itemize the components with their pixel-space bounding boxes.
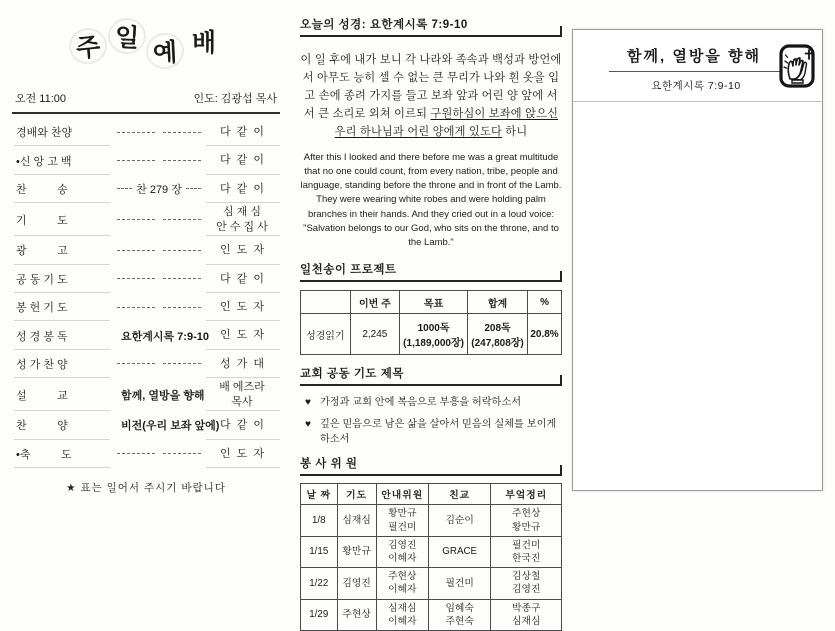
leader-dashes	[114, 453, 204, 454]
worship-order-page	[12, 8, 280, 500]
sermon-title: 함께, 열방을 향해	[121, 389, 205, 402]
vol-prayer: 황만규	[337, 536, 376, 567]
title-char: 예	[152, 32, 178, 69]
title-char: 일	[114, 17, 140, 54]
project-row-label: 성경읽기	[301, 314, 351, 355]
worship-performer: 인 도 자	[219, 244, 265, 257]
vol-date: 1/22	[301, 568, 338, 599]
leader-dashes	[114, 219, 204, 220]
worship-row	[12, 265, 280, 293]
vol-kitchen: 김상철 김영진	[491, 568, 562, 599]
worship-performer: 다 같 이	[219, 419, 265, 432]
vol-fellowship: 필건미	[428, 568, 491, 599]
worship-row	[12, 146, 280, 174]
project-total-value: 208독 (247,808장)	[468, 314, 528, 355]
worship-item-label: 광 고	[16, 245, 68, 258]
praying-hands-icon	[778, 39, 816, 96]
worship-row	[12, 440, 280, 468]
worship-performer: 성 가 대	[219, 357, 265, 370]
vol-col-kitchen: 부엌정리	[491, 484, 562, 505]
vol-col-usher: 안내위원	[376, 484, 428, 505]
vol-col-prayer: 기도	[337, 484, 376, 505]
leader-dashes	[114, 132, 204, 133]
worship-item-label: 경배와 찬양	[16, 127, 73, 140]
sermon-cover-scripture: 요한계시록 7:9-10	[651, 80, 741, 92]
volunteers-row	[301, 568, 562, 599]
title-char: 배	[191, 28, 216, 57]
worship-row	[12, 293, 280, 321]
worship-row	[12, 203, 280, 236]
leader-dashes	[114, 278, 204, 279]
worship-rows	[12, 118, 280, 468]
service-info-row	[12, 90, 280, 114]
prayer-item	[300, 415, 562, 445]
project-header-row	[301, 291, 562, 314]
worship-row	[12, 321, 280, 349]
worship-item-label: 공 동 기 도	[16, 273, 68, 286]
worship-row	[12, 350, 280, 378]
vol-fellowship: 김순이	[428, 505, 491, 536]
leader-dashes	[114, 363, 204, 364]
worship-row	[12, 175, 280, 203]
scripture-korean: 이 일 후에 내가 보니 각 나라와 족속과 백성과 방언에서 아무도 능히 셀 수 없는 큰 무리가 나와 흰 옷을 입고 손에 종려 가지를 들고 보좌 앞과 어린 양 앞에 서서 큰 소리로 외쳐 이르되 구원하심이 보좌에 앉으신 우리 하나님과 어린 양에게 있도다 하니	[300, 54, 562, 138]
underlined-verse: 구원하심이 보좌에 앉으신 우리 하나님과 어린 양에게 있도다	[334, 107, 559, 138]
volunteers-row	[301, 599, 562, 630]
vol-kitchen: 주현상 황만규	[491, 505, 562, 536]
volunteers-row	[301, 505, 562, 536]
scripture-page	[300, 16, 562, 627]
worship-item-label: 찬 송	[16, 183, 68, 196]
project-col-pct: %	[528, 291, 562, 314]
worship-item-label: 성 경 봉 독	[16, 330, 68, 343]
project-heading: 일천송이 프로젝트	[300, 261, 562, 282]
leader-dashes	[114, 307, 204, 308]
worship-item-label: 찬 양	[16, 420, 68, 433]
heart-icon: ♥	[305, 419, 311, 431]
cover-divider-line	[573, 101, 822, 102]
worship-performer: 인 도 자	[219, 301, 265, 313]
worship-row	[12, 378, 280, 411]
project-goal-value: 1000독 (1,189,000장)	[400, 314, 468, 355]
service-leader: 인도: 김광섭 목사	[193, 93, 277, 105]
service-time: 오전 11:00	[15, 93, 67, 105]
project-week-value: 2,245	[350, 314, 400, 355]
volunteers-header-row	[301, 484, 562, 505]
project-pct-value: 20.8%	[528, 314, 562, 355]
leader-dashes	[114, 250, 204, 251]
standing-footnote: ★ 표는 일어서 주시기 바랍니다	[66, 481, 226, 494]
prayer-item	[300, 393, 562, 408]
project-table	[300, 290, 562, 355]
worship-item-label: 기 도	[16, 214, 68, 227]
worship-performer: 심 재 심 안 수 집 사	[216, 206, 268, 233]
volunteers-heading: 봉 사 위 원	[300, 455, 562, 476]
vol-usher: 황만규 필건미	[376, 505, 428, 536]
vol-usher: 김영진 이혜자	[376, 536, 428, 567]
vol-date: 1/29	[301, 599, 338, 630]
sermon-cover-title: 함께, 열방을 향해	[627, 48, 761, 65]
prayer-text: 깊은 믿음으로 남은 삶을 살아서 믿음의 실체를 보이게 하소서	[319, 419, 557, 446]
worship-item-label: •신 앙 고 백	[16, 155, 72, 168]
worship-performer: 다 같 이	[219, 154, 265, 167]
vol-fellowship: GRACE	[428, 536, 491, 567]
vol-col-fellowship: 친교	[428, 484, 491, 505]
heart-icon: ♥	[305, 397, 311, 409]
vol-kitchen: 박종구 심재심	[491, 599, 562, 630]
project-col-blank	[301, 291, 351, 314]
prayer-text: 가정과 교회 안에 복음으로 부흥을 허락하소서	[319, 397, 522, 409]
worship-row	[12, 118, 280, 146]
worship-performer: 배 에즈라 목사	[219, 381, 265, 408]
vol-prayer: 심재심	[337, 505, 376, 536]
leader-dashes	[114, 160, 204, 161]
vol-prayer: 김영진	[337, 568, 376, 599]
worship-performer: 다 같 이	[219, 126, 265, 139]
worship-row	[12, 236, 280, 264]
scripture-english: After this I looked and there before me was a great multitude that no one could count, from every nation, tribe, people and language, standing before the throne and in front of the Lamb. They were wearing white robes and were holding palm branches in their hands. And they cried out in a loud voice: "Salvation belongs to our God, who sits on the throne, and to the Lamb."	[300, 151, 562, 249]
title-char: 주	[74, 27, 101, 65]
vol-kitchen: 필건미 한국진	[491, 536, 562, 567]
project-col-week: 이번 주	[350, 291, 400, 314]
project-data-row	[301, 314, 562, 355]
vol-col-date: 날 짜	[301, 484, 338, 505]
project-col-total: 합계	[468, 291, 528, 314]
sermon-cover-page	[572, 29, 823, 491]
worship-item-label: 설 교	[16, 389, 68, 402]
page-title	[12, 24, 280, 76]
vol-usher: 주현상 이혜자	[376, 568, 428, 599]
vol-date: 1/15	[301, 536, 338, 567]
worship-performer: 인 도 자	[219, 329, 265, 342]
vol-usher: 심재심 이혜자	[376, 599, 428, 630]
volunteers-row	[301, 536, 562, 567]
vol-date: 1/8	[301, 505, 338, 536]
volunteers-table	[300, 483, 562, 631]
leader-dashes: 찬 279 장	[114, 181, 204, 197]
worship-item-label: •축 도	[16, 448, 72, 461]
worship-performer: 다 같 이	[219, 182, 265, 195]
project-col-goal: 목표	[400, 291, 468, 314]
worship-item-label: 봉 헌 기 도	[16, 302, 68, 315]
worship-item-label: 성 가 찬 양	[16, 358, 68, 371]
vol-prayer: 주현상	[337, 599, 376, 630]
title-underline	[609, 71, 783, 72]
worship-performer: 인 도 자	[219, 447, 265, 460]
worship-performer: 다 같 이	[219, 272, 265, 285]
vol-fellowship: 임혜숙 주현숙	[428, 599, 491, 630]
todays-scripture-heading: 오늘의 성경: 요한계시록 7:9-10	[300, 16, 562, 37]
scripture-reference: 요한계시록 7:9-10	[121, 330, 209, 343]
song-title: 비전(우리 보좌 앞에)	[121, 420, 220, 433]
worship-row	[12, 411, 280, 439]
prayer-topics-heading: 교회 공동 기도 제목	[300, 365, 562, 386]
